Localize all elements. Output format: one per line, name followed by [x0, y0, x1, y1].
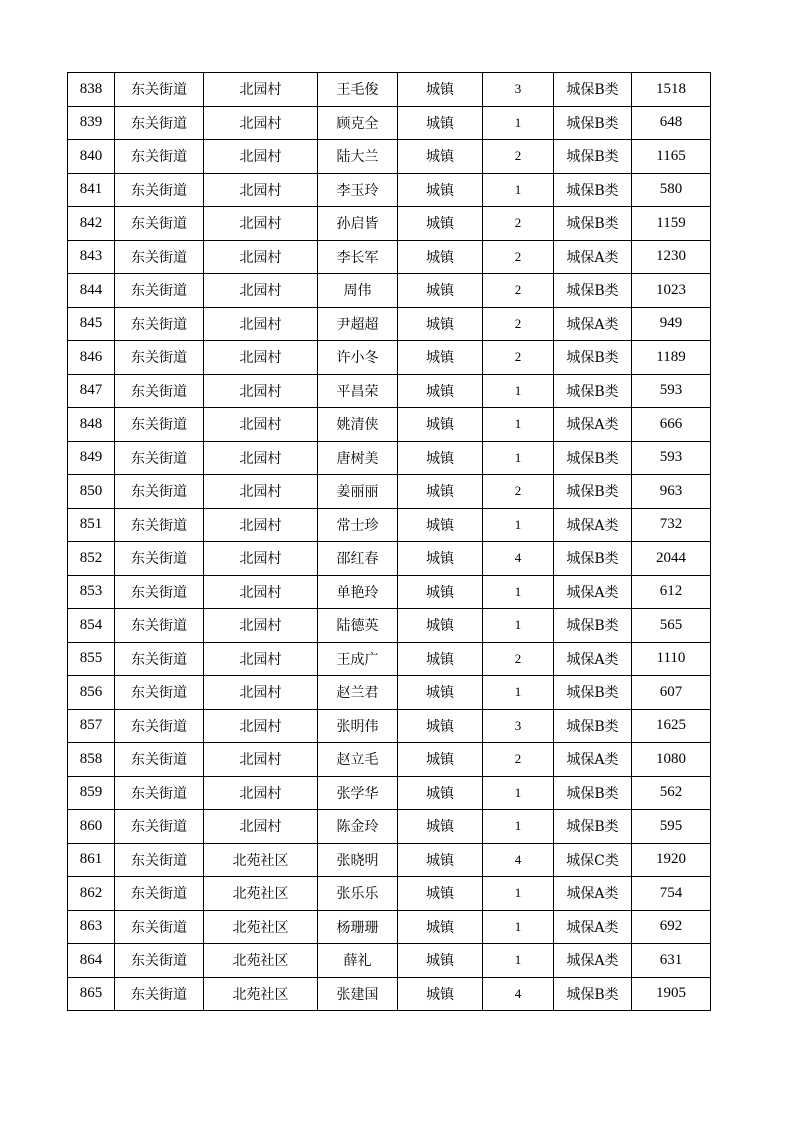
amount-cell: 1080: [632, 743, 711, 777]
insurance-category-cell: 城保B类: [554, 140, 632, 174]
roster-table-body: [68, 73, 711, 1011]
name-cell: 陆大兰: [318, 140, 398, 174]
residence-type-cell: 城镇: [398, 106, 483, 140]
amount-cell: 562: [632, 776, 711, 810]
table-row: [68, 441, 711, 475]
serial-number-cell: 862: [68, 877, 115, 911]
name-cell: 陈金玲: [318, 810, 398, 844]
household-size-cell: 3: [483, 709, 554, 743]
residence-type-cell: 城镇: [398, 408, 483, 442]
household-size-cell: 1: [483, 877, 554, 911]
village-cell: 北园村: [204, 743, 318, 777]
residence-type-cell: 城镇: [398, 977, 483, 1011]
amount-cell: 595: [632, 810, 711, 844]
household-size-cell: 1: [483, 910, 554, 944]
serial-number-cell: 853: [68, 575, 115, 609]
table-row: [68, 642, 711, 676]
household-size-cell: 2: [483, 341, 554, 375]
amount-cell: 612: [632, 575, 711, 609]
subdistrict-cell: 东关街道: [115, 642, 204, 676]
household-size-cell: 1: [483, 408, 554, 442]
village-cell: 北园村: [204, 374, 318, 408]
amount-cell: 754: [632, 877, 711, 911]
amount-cell: 963: [632, 475, 711, 509]
name-cell: 李长军: [318, 240, 398, 274]
table-row: [68, 776, 711, 810]
insurance-category-cell: 城保C类: [554, 843, 632, 877]
subdistrict-cell: 东关街道: [115, 73, 204, 107]
village-cell: 北园村: [204, 542, 318, 576]
insurance-category-cell: 城保B类: [554, 341, 632, 375]
name-cell: 赵立毛: [318, 743, 398, 777]
amount-cell: 1625: [632, 709, 711, 743]
name-cell: 王成广: [318, 642, 398, 676]
insurance-category-cell: 城保B类: [554, 106, 632, 140]
name-cell: 杨珊珊: [318, 910, 398, 944]
residence-type-cell: 城镇: [398, 240, 483, 274]
serial-number-cell: 864: [68, 944, 115, 978]
subdistrict-cell: 东关街道: [115, 810, 204, 844]
serial-number-cell: 865: [68, 977, 115, 1011]
table-row: [68, 944, 711, 978]
subdistrict-cell: 东关街道: [115, 408, 204, 442]
village-cell: 北园村: [204, 341, 318, 375]
table-row: [68, 274, 711, 308]
name-cell: 唐树美: [318, 441, 398, 475]
serial-number-cell: 839: [68, 106, 115, 140]
insurance-category-cell: 城保B类: [554, 441, 632, 475]
household-size-cell: 1: [483, 676, 554, 710]
serial-number-cell: 849: [68, 441, 115, 475]
residence-type-cell: 城镇: [398, 877, 483, 911]
amount-cell: 1110: [632, 642, 711, 676]
serial-number-cell: 844: [68, 274, 115, 308]
insurance-category-cell: 城保B类: [554, 274, 632, 308]
name-cell: 孙启皆: [318, 207, 398, 241]
residence-type-cell: 城镇: [398, 810, 483, 844]
subdistrict-cell: 东关街道: [115, 307, 204, 341]
serial-number-cell: 856: [68, 676, 115, 710]
amount-cell: 1905: [632, 977, 711, 1011]
name-cell: 常士珍: [318, 508, 398, 542]
amount-cell: 949: [632, 307, 711, 341]
table-row: [68, 140, 711, 174]
insurance-category-cell: 城保A类: [554, 944, 632, 978]
insurance-category-cell: 城保B类: [554, 173, 632, 207]
insurance-category-cell: 城保A类: [554, 408, 632, 442]
household-size-cell: 2: [483, 207, 554, 241]
village-cell: 北苑社区: [204, 944, 318, 978]
serial-number-cell: 847: [68, 374, 115, 408]
amount-cell: 593: [632, 374, 711, 408]
subdistrict-cell: 东关街道: [115, 173, 204, 207]
table-row: [68, 106, 711, 140]
village-cell: 北园村: [204, 776, 318, 810]
name-cell: 姚清侠: [318, 408, 398, 442]
name-cell: 王毛俊: [318, 73, 398, 107]
subdistrict-cell: 东关街道: [115, 977, 204, 1011]
insurance-category-cell: 城保B类: [554, 475, 632, 509]
household-size-cell: 4: [483, 977, 554, 1011]
household-size-cell: 4: [483, 843, 554, 877]
residence-type-cell: 城镇: [398, 173, 483, 207]
household-size-cell: 2: [483, 642, 554, 676]
insurance-category-cell: 城保A类: [554, 642, 632, 676]
table-row: [68, 475, 711, 509]
village-cell: 北园村: [204, 307, 318, 341]
residence-type-cell: 城镇: [398, 140, 483, 174]
village-cell: 北苑社区: [204, 877, 318, 911]
name-cell: 邵红春: [318, 542, 398, 576]
serial-number-cell: 845: [68, 307, 115, 341]
residence-type-cell: 城镇: [398, 307, 483, 341]
serial-number-cell: 863: [68, 910, 115, 944]
table-row: [68, 207, 711, 241]
residence-type-cell: 城镇: [398, 274, 483, 308]
residence-type-cell: 城镇: [398, 910, 483, 944]
subdistrict-cell: 东关街道: [115, 274, 204, 308]
village-cell: 北苑社区: [204, 910, 318, 944]
subdistrict-cell: 东关街道: [115, 106, 204, 140]
insurance-category-cell: 城保A类: [554, 910, 632, 944]
subdistrict-cell: 东关街道: [115, 341, 204, 375]
name-cell: 薛礼: [318, 944, 398, 978]
residence-type-cell: 城镇: [398, 508, 483, 542]
table-row: [68, 709, 711, 743]
amount-cell: 565: [632, 609, 711, 643]
household-size-cell: 2: [483, 240, 554, 274]
name-cell: 平昌荣: [318, 374, 398, 408]
name-cell: 张明伟: [318, 709, 398, 743]
table-row: [68, 341, 711, 375]
name-cell: 单艳玲: [318, 575, 398, 609]
amount-cell: 648: [632, 106, 711, 140]
residence-type-cell: 城镇: [398, 374, 483, 408]
insurance-category-cell: 城保B类: [554, 374, 632, 408]
insurance-category-cell: 城保A类: [554, 508, 632, 542]
table-row: [68, 508, 711, 542]
residence-type-cell: 城镇: [398, 609, 483, 643]
insurance-category-cell: 城保B类: [554, 977, 632, 1011]
serial-number-cell: 851: [68, 508, 115, 542]
residence-type-cell: 城镇: [398, 776, 483, 810]
serial-number-cell: 838: [68, 73, 115, 107]
village-cell: 北园村: [204, 475, 318, 509]
village-cell: 北园村: [204, 274, 318, 308]
amount-cell: 631: [632, 944, 711, 978]
household-size-cell: 1: [483, 441, 554, 475]
residence-type-cell: 城镇: [398, 341, 483, 375]
serial-number-cell: 857: [68, 709, 115, 743]
village-cell: 北园村: [204, 676, 318, 710]
name-cell: 姜丽丽: [318, 475, 398, 509]
serial-number-cell: 861: [68, 843, 115, 877]
table-row: [68, 408, 711, 442]
name-cell: 许小冬: [318, 341, 398, 375]
name-cell: 周伟: [318, 274, 398, 308]
residence-type-cell: 城镇: [398, 642, 483, 676]
table-row: [68, 173, 711, 207]
amount-cell: 607: [632, 676, 711, 710]
amount-cell: 1023: [632, 274, 711, 308]
village-cell: 北园村: [204, 240, 318, 274]
household-size-cell: 1: [483, 508, 554, 542]
residence-type-cell: 城镇: [398, 475, 483, 509]
residence-type-cell: 城镇: [398, 743, 483, 777]
subdistrict-cell: 东关街道: [115, 475, 204, 509]
village-cell: 北园村: [204, 173, 318, 207]
subdistrict-cell: 东关街道: [115, 709, 204, 743]
serial-number-cell: 860: [68, 810, 115, 844]
village-cell: 北园村: [204, 73, 318, 107]
household-size-cell: 1: [483, 810, 554, 844]
table-row: [68, 877, 711, 911]
household-size-cell: 1: [483, 173, 554, 207]
subdistrict-cell: 东关街道: [115, 240, 204, 274]
residence-type-cell: 城镇: [398, 441, 483, 475]
village-cell: 北园村: [204, 441, 318, 475]
residence-type-cell: 城镇: [398, 207, 483, 241]
insurance-category-cell: 城保B类: [554, 709, 632, 743]
serial-number-cell: 846: [68, 341, 115, 375]
village-cell: 北园村: [204, 508, 318, 542]
village-cell: 北园村: [204, 575, 318, 609]
household-size-cell: 1: [483, 575, 554, 609]
subdistrict-cell: 东关街道: [115, 743, 204, 777]
village-cell: 北苑社区: [204, 977, 318, 1011]
amount-cell: 666: [632, 408, 711, 442]
residence-type-cell: 城镇: [398, 73, 483, 107]
name-cell: 张乐乐: [318, 877, 398, 911]
name-cell: 张晓明: [318, 843, 398, 877]
table-row: [68, 676, 711, 710]
name-cell: 顾克全: [318, 106, 398, 140]
name-cell: 赵兰君: [318, 676, 398, 710]
serial-number-cell: 854: [68, 609, 115, 643]
insurance-category-cell: 城保A类: [554, 877, 632, 911]
subdistrict-cell: 东关街道: [115, 676, 204, 710]
household-size-cell: 1: [483, 609, 554, 643]
table-row: [68, 910, 711, 944]
residence-type-cell: 城镇: [398, 575, 483, 609]
table-row: [68, 307, 711, 341]
serial-number-cell: 859: [68, 776, 115, 810]
insurance-category-cell: 城保B类: [554, 542, 632, 576]
serial-number-cell: 842: [68, 207, 115, 241]
serial-number-cell: 840: [68, 140, 115, 174]
serial-number-cell: 850: [68, 475, 115, 509]
subdistrict-cell: 东关街道: [115, 944, 204, 978]
village-cell: 北园村: [204, 140, 318, 174]
insurance-category-cell: 城保B类: [554, 776, 632, 810]
amount-cell: 1920: [632, 843, 711, 877]
village-cell: 北园村: [204, 106, 318, 140]
insurance-category-cell: 城保A类: [554, 743, 632, 777]
amount-cell: 1230: [632, 240, 711, 274]
amount-cell: 1518: [632, 73, 711, 107]
amount-cell: 580: [632, 173, 711, 207]
name-cell: 陆德英: [318, 609, 398, 643]
amount-cell: 1189: [632, 341, 711, 375]
name-cell: 张建国: [318, 977, 398, 1011]
amount-cell: 692: [632, 910, 711, 944]
table-row: [68, 374, 711, 408]
residence-type-cell: 城镇: [398, 676, 483, 710]
name-cell: 李玉玲: [318, 173, 398, 207]
residence-type-cell: 城镇: [398, 542, 483, 576]
insurance-category-cell: 城保A类: [554, 575, 632, 609]
table-row: [68, 609, 711, 643]
household-size-cell: 2: [483, 140, 554, 174]
village-cell: 北园村: [204, 207, 318, 241]
household-size-cell: 1: [483, 944, 554, 978]
amount-cell: 1159: [632, 207, 711, 241]
insurance-category-cell: 城保B类: [554, 207, 632, 241]
subdistrict-cell: 东关街道: [115, 877, 204, 911]
insurance-category-cell: 城保A类: [554, 240, 632, 274]
subdistrict-cell: 东关街道: [115, 776, 204, 810]
village-cell: 北园村: [204, 408, 318, 442]
household-size-cell: 1: [483, 106, 554, 140]
insurance-category-cell: 城保B类: [554, 73, 632, 107]
table-row: [68, 73, 711, 107]
household-size-cell: 4: [483, 542, 554, 576]
serial-number-cell: 848: [68, 408, 115, 442]
household-size-cell: 1: [483, 776, 554, 810]
serial-number-cell: 841: [68, 173, 115, 207]
subdistrict-cell: 东关街道: [115, 441, 204, 475]
name-cell: 张学华: [318, 776, 398, 810]
subdistrict-cell: 东关街道: [115, 843, 204, 877]
village-cell: 北苑社区: [204, 843, 318, 877]
village-cell: 北园村: [204, 642, 318, 676]
household-size-cell: 2: [483, 307, 554, 341]
subdistrict-cell: 东关街道: [115, 508, 204, 542]
name-cell: 尹超超: [318, 307, 398, 341]
insurance-category-cell: 城保B类: [554, 609, 632, 643]
amount-cell: 732: [632, 508, 711, 542]
household-size-cell: 2: [483, 743, 554, 777]
table-row: [68, 843, 711, 877]
household-size-cell: 1: [483, 374, 554, 408]
insurance-category-cell: 城保B类: [554, 810, 632, 844]
roster-table: [67, 72, 711, 1011]
household-size-cell: 2: [483, 475, 554, 509]
subdistrict-cell: 东关街道: [115, 140, 204, 174]
amount-cell: 593: [632, 441, 711, 475]
subdistrict-cell: 东关街道: [115, 207, 204, 241]
insurance-category-cell: 城保A类: [554, 307, 632, 341]
residence-type-cell: 城镇: [398, 843, 483, 877]
subdistrict-cell: 东关街道: [115, 575, 204, 609]
village-cell: 北园村: [204, 810, 318, 844]
table-row: [68, 810, 711, 844]
household-size-cell: 2: [483, 274, 554, 308]
serial-number-cell: 858: [68, 743, 115, 777]
residence-type-cell: 城镇: [398, 944, 483, 978]
subdistrict-cell: 东关街道: [115, 609, 204, 643]
village-cell: 北园村: [204, 709, 318, 743]
subdistrict-cell: 东关街道: [115, 374, 204, 408]
serial-number-cell: 855: [68, 642, 115, 676]
table-row: [68, 542, 711, 576]
serial-number-cell: 843: [68, 240, 115, 274]
residence-type-cell: 城镇: [398, 709, 483, 743]
village-cell: 北园村: [204, 609, 318, 643]
table-row: [68, 977, 711, 1011]
table-row: [68, 240, 711, 274]
table-row: [68, 575, 711, 609]
amount-cell: 1165: [632, 140, 711, 174]
insurance-category-cell: 城保B类: [554, 676, 632, 710]
household-size-cell: 3: [483, 73, 554, 107]
subdistrict-cell: 东关街道: [115, 910, 204, 944]
amount-cell: 2044: [632, 542, 711, 576]
table-row: [68, 743, 711, 777]
subdistrict-cell: 东关街道: [115, 542, 204, 576]
serial-number-cell: 852: [68, 542, 115, 576]
